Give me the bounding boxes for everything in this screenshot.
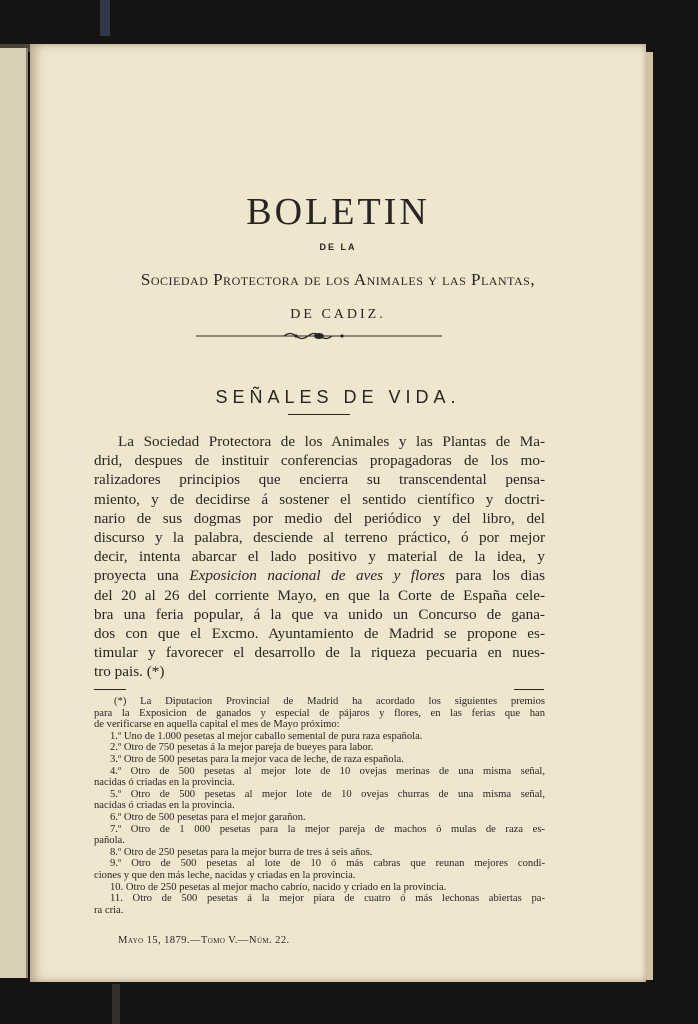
bookmark-ribbon-bottom [112, 984, 120, 1024]
city-label: DE CADIZ. [290, 307, 386, 322]
footnote-line: 1.º Uno de 1.000 pesetas al mejor caballo semental de pura raza española. [110, 730, 423, 742]
footnote-line: 5.º Otro de 500 pesetas al mejor lote de 10 ovejas churras de una misma señal, [110, 788, 545, 800]
body-line: La Sociedad Protectora de los Animales y las Plantas de Ma- [118, 433, 545, 450]
footnote-line: de verificarse en aquella capital el mes de Mayo próximo: [94, 719, 340, 731]
footnote-line: nacidas ó criadas en la provincia. [94, 777, 235, 789]
body-line-exposicion [94, 566, 545, 585]
bookmark-ribbon [100, 0, 110, 36]
article-body [94, 432, 545, 682]
body-line: drid, despues de instituir conferencias propagadoras de los mo- [94, 452, 545, 470]
journal-title: BOLETIN [246, 191, 430, 233]
body-line: ralizadores principios que encierra su transcendental pensa- [94, 471, 545, 489]
body-line: decir, intenta abarcar el lado positivo y material de la idea, y [94, 548, 545, 566]
footnote-line: ciones y que den más leche, nacidas y criadas en la provincia. [94, 869, 356, 881]
document-page [30, 44, 646, 982]
footnote-line: (*) La Diputacion Provincial de Madrid ha acordado los siguientes premios [114, 696, 545, 707]
footnote-rule-left [94, 689, 126, 690]
footnote-line: nacidas ó criadas en la provincia. [94, 800, 235, 812]
exposition-title: Exposicion nacional de aves y flores [189, 567, 445, 585]
footnote-line: 7.º Otro de 1 000 pesetas para la mejor pareja de machos ó mulas de raza es- [110, 823, 545, 835]
footnote-line: 4.º Otro de 500 pesetas al mejor lote de 10 ovejas merinas de una misma señal, [110, 765, 545, 777]
body-line: bra una feria popular, á la que va unido un Concurso de gana- [94, 605, 545, 623]
body-text-pre: proyecta una [94, 567, 190, 585]
footnote-line: pañola. [94, 835, 125, 847]
body-line: miento, y de decidirse á sostener el sentido científico y doctri- [94, 490, 545, 508]
issue-footer: Mayo 15, 1879.—Tomo V.—Núm. 22. [118, 935, 290, 946]
footnote-line: 8.º Otro de 250 pesetas para la mejor burra de tres á seis años. [110, 846, 373, 858]
body-line: dos con que el Excmo. Ayuntamiento de Madrid se propone es- [94, 625, 545, 643]
footnote-line: 2.º Otro de 750 pesetas á la mejor pareja de bueyes para labor. [110, 742, 374, 754]
footnote-line: 11. Otro de 500 pesetas á la mejor piara de cuatro ó más lechonas abiertas pa- [110, 893, 545, 905]
footnote [94, 696, 545, 916]
ornament-divider [196, 330, 442, 342]
footnote-line: 10. Otro de 250 pesetas al mejor macho cabrío, nacido y criado en la provincia. [110, 881, 447, 893]
body-line: tro pais. (*) [94, 663, 165, 681]
body-line: discurso y la palabra, desciende al terreno práctico, ó por mejor [94, 529, 545, 547]
footnote-line: 3.º Otro de 500 pesetas para la mejor vaca de leche, de raza española. [110, 753, 404, 765]
society-name: Sociedad Protectora de los Animales y las Plantas, [140, 270, 536, 289]
body-line: timular y favorecer el desarrollo de la riqueza pecuaria en nues- [94, 644, 545, 662]
body-line: del 20 al 26 del corriente Mayo, en que la Corte de España cele- [94, 586, 545, 604]
footnote-line: ra cria. [94, 904, 124, 916]
footnote-line: para la Exposicion de ganados y especial de pájaros y flores, en las ferias que han [94, 707, 545, 719]
de-la-label: DE LA [319, 242, 357, 252]
facing-page-edge [0, 48, 28, 978]
footnote-line: 6.º Otro de 500 pesetas para el mejor garañon. [110, 811, 306, 823]
footnote-line: 9.º Otro de 500 pesetas al lote de 10 ó más cabras que reunan mejores condi- [110, 858, 545, 870]
body-line: nario de sus dogmas por medio del periódico y del libro, del [94, 509, 545, 527]
article-heading: SEÑALES DE VIDA. [215, 387, 461, 407]
heading-rule [288, 414, 350, 415]
footnote-rule-right [514, 689, 544, 690]
body-text-post: para los dias [444, 567, 545, 585]
